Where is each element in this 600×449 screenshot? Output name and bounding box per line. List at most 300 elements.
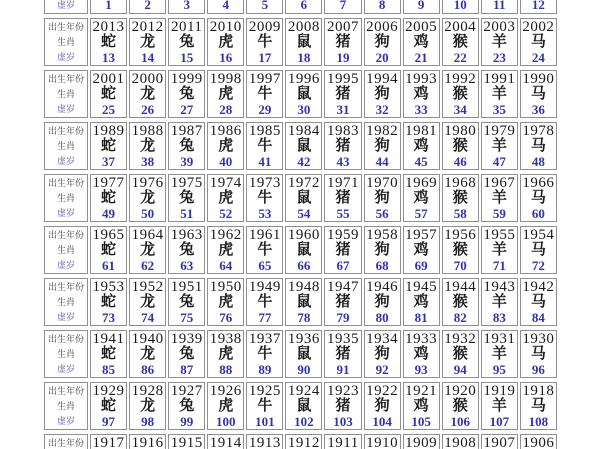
- year-value: 2011: [170, 19, 203, 35]
- block-cell: [442, 330, 479, 378]
- zodiac-value: 蛇: [101, 138, 117, 154]
- year-value: 1929: [92, 383, 125, 399]
- year-value: 1993: [405, 71, 438, 87]
- block-cell: [520, 330, 557, 378]
- year-value: 1991: [483, 71, 516, 87]
- year-value: 1992: [444, 71, 477, 87]
- year-value: 1942: [522, 279, 555, 295]
- year-value: 1987: [170, 123, 203, 139]
- age-value: 96: [531, 362, 545, 377]
- year-value: 2002: [522, 19, 555, 35]
- year-value: 1960: [287, 227, 320, 243]
- age-value: 36: [531, 102, 545, 117]
- zodiac-row-label: 生肖: [56, 193, 75, 203]
- age-value: 13: [102, 50, 116, 65]
- age-row-label: 虚岁: [56, 156, 75, 166]
- year-value: 1941: [92, 331, 125, 347]
- year-value: 1926: [209, 383, 242, 399]
- zodiac-value: 狗: [374, 34, 390, 50]
- year-row-label-cell: [44, 434, 88, 449]
- age-value: 105: [411, 414, 431, 429]
- age-cell: [285, 0, 322, 14]
- age-row-label: 虚岁: [56, 52, 75, 62]
- age-value: 62: [141, 258, 155, 273]
- age-value: 106: [450, 414, 470, 429]
- age-value: 87: [180, 362, 194, 377]
- age-value: 64: [219, 258, 233, 273]
- zodiac-value: 猴: [452, 294, 468, 310]
- year-value: 2009: [248, 19, 281, 35]
- age-value: 74: [141, 310, 155, 325]
- year-value: 1967: [483, 175, 516, 191]
- year-row-label: 出生年份: [47, 230, 84, 240]
- block-cell: [207, 70, 244, 118]
- year-value: 1973: [248, 175, 281, 191]
- zodiac-value: 猪: [335, 398, 351, 414]
- row-labels-cell: [44, 278, 88, 326]
- year-value: 1920: [444, 383, 477, 399]
- age-value: 67: [336, 258, 350, 273]
- age-value: 1: [105, 0, 112, 12]
- age-value: 79: [336, 310, 350, 325]
- year-cell: [403, 434, 440, 449]
- block-cell: [403, 122, 440, 170]
- block-cell: [285, 226, 322, 274]
- zodiac-value: 猴: [452, 398, 468, 414]
- age-value: 25: [102, 102, 116, 117]
- age-value: 77: [258, 310, 272, 325]
- block-cell: [207, 382, 244, 430]
- zodiac-value: 龙: [140, 294, 156, 310]
- age-value: 108: [528, 414, 549, 429]
- age-value: 23: [492, 50, 506, 65]
- zodiac-value: 鼠: [296, 86, 312, 102]
- age-cell: [168, 0, 205, 14]
- zodiac-value: 兔: [179, 346, 195, 362]
- age-value: 65: [258, 258, 272, 273]
- block-cell: [324, 226, 361, 274]
- block-cell: [481, 330, 518, 378]
- zodiac-block-4-row: [44, 174, 557, 222]
- year-value: 2003: [483, 19, 516, 35]
- zodiac-value: 鸡: [413, 190, 429, 206]
- block-cell: [90, 18, 127, 66]
- year-value: 1923: [327, 383, 359, 399]
- block-cell: [129, 278, 166, 326]
- age-value: 61: [102, 258, 116, 273]
- year-value: 1952: [131, 279, 164, 295]
- block-cell: [168, 122, 205, 170]
- age-value: 40: [219, 154, 233, 169]
- zodiac-value: 狗: [374, 346, 390, 362]
- zodiac-block-7-row: [44, 330, 557, 378]
- block-cell: [129, 70, 166, 118]
- age-value: 73: [102, 310, 116, 325]
- zodiac-value: 龙: [140, 398, 156, 414]
- zodiac-value: 羊: [491, 190, 507, 206]
- year-value: 1919: [483, 383, 516, 399]
- row-labels-cell: [44, 226, 88, 274]
- block-cell: [403, 330, 440, 378]
- zodiac-value: 虎: [218, 190, 234, 206]
- zodiac-value: 牛: [257, 398, 273, 414]
- age-value: 32: [375, 102, 389, 117]
- block-cell: [324, 330, 361, 378]
- zodiac-value: 猴: [452, 190, 468, 206]
- zodiac-block-2-row: [44, 70, 557, 118]
- zodiac-value: 鸡: [413, 86, 429, 102]
- block-cell: [403, 174, 440, 222]
- year-value: 1940: [131, 331, 164, 347]
- zodiac-value: 鼠: [296, 398, 312, 414]
- zodiac-value: 猪: [335, 86, 351, 102]
- zodiac-value: 猴: [452, 34, 468, 50]
- year-value: 1981: [405, 123, 438, 139]
- block-cell: [481, 278, 518, 326]
- year-value: 1928: [131, 383, 164, 399]
- block-cell: [129, 330, 166, 378]
- year-value: 1999: [170, 71, 203, 87]
- age-value: 4: [222, 0, 230, 12]
- age-value: 2: [144, 0, 151, 12]
- zodiac-value: 马: [530, 34, 546, 50]
- zodiac-value: 鸡: [413, 138, 429, 154]
- year-value: 1961: [248, 227, 281, 243]
- zodiac-value: 兔: [179, 190, 195, 206]
- block-cell: [364, 382, 401, 430]
- block-cell: [285, 122, 322, 170]
- year-value: 1972: [287, 175, 320, 191]
- year-value: 1943: [483, 279, 516, 295]
- age-cell: [207, 0, 244, 14]
- zodiac-value: 牛: [257, 346, 273, 362]
- year-value: 1971: [327, 175, 359, 191]
- block-cell: [207, 330, 244, 378]
- row-labels-cell: [44, 382, 88, 430]
- age-cell: [403, 0, 440, 14]
- zodiac-value: 猪: [335, 34, 351, 50]
- year-value: 1980: [444, 123, 477, 139]
- age-value: 101: [255, 414, 275, 429]
- zodiac-block-5: [42, 224, 559, 276]
- year-row-label: 出生年份: [47, 334, 84, 344]
- age-value: 104: [372, 414, 392, 429]
- zodiac-row-label: 生肖: [56, 401, 75, 411]
- zodiac-value: 羊: [491, 138, 507, 154]
- zodiac-value: 牛: [257, 34, 273, 50]
- zodiac-block-8-row: [44, 382, 557, 430]
- age-value: 82: [453, 310, 467, 325]
- year-value: 1917: [92, 435, 125, 449]
- year-value: 1913: [248, 435, 281, 449]
- year-value: 1935: [327, 331, 359, 347]
- year-value: 1945: [405, 279, 438, 295]
- zodiac-value: 兔: [179, 294, 195, 310]
- year-value: 1937: [248, 331, 281, 347]
- block-cell: [481, 382, 518, 430]
- zodiac-value: 马: [530, 294, 546, 310]
- year-value: 1989: [92, 123, 125, 139]
- year-value: 2000: [131, 71, 164, 87]
- zodiac-value: 龙: [140, 34, 156, 50]
- zodiac-value: 猪: [335, 242, 351, 258]
- age-value: 16: [219, 50, 233, 65]
- age-value: 28: [219, 102, 233, 117]
- age-value: 14: [141, 50, 155, 65]
- block-cell: [285, 278, 322, 326]
- zodiac-block-2: [42, 68, 559, 120]
- age-row-label: 虚岁: [56, 0, 75, 10]
- age-value: 84: [531, 310, 545, 325]
- zodiac-row-label: 生肖: [56, 349, 75, 359]
- zodiac-value: 虎: [218, 86, 234, 102]
- age-value: 95: [492, 362, 506, 377]
- year-value: 2005: [405, 19, 438, 35]
- zodiac-value: 鼠: [296, 190, 312, 206]
- zodiac-value: 鼠: [296, 34, 312, 50]
- zodiac-block-3: [42, 120, 559, 172]
- age-value: 63: [180, 258, 194, 273]
- block-cell: [90, 226, 127, 274]
- zodiac-value: 鸡: [413, 294, 429, 310]
- age-value: 54: [297, 206, 311, 221]
- year-value: 1964: [131, 227, 164, 243]
- block-cell: [90, 382, 127, 430]
- zodiac-value: 蛇: [101, 190, 117, 206]
- zodiac-value: 牛: [257, 190, 273, 206]
- age-value: 38: [141, 154, 155, 169]
- block-cell: [207, 18, 244, 66]
- zodiac-value: 鼠: [296, 242, 312, 258]
- year-value: 1912: [287, 435, 320, 449]
- year-value: 1953: [92, 279, 125, 295]
- zodiac-value: 鸡: [413, 34, 429, 50]
- age-value: 76: [219, 310, 233, 325]
- age-value: 81: [414, 310, 428, 325]
- year-row-label: 出生年份: [47, 74, 84, 84]
- zodiac-value: 羊: [491, 242, 507, 258]
- block-cell: [129, 382, 166, 430]
- block-cell: [364, 278, 401, 326]
- zodiac-value: 龙: [140, 242, 156, 258]
- zodiac-value: 蛇: [101, 346, 117, 362]
- block-cell: [364, 174, 401, 222]
- age-value: 9: [417, 0, 425, 12]
- year-value: 1976: [131, 175, 164, 191]
- year-value: 1995: [327, 71, 359, 87]
- zodiac-value: 狗: [374, 190, 390, 206]
- block-cell: [90, 278, 127, 326]
- block-cell: [129, 174, 166, 222]
- year-value: 1933: [405, 331, 438, 347]
- block-cell: [481, 122, 518, 170]
- year-row-label: 出生年份: [47, 178, 84, 188]
- year-cell: [520, 434, 557, 449]
- year-value: 1997: [248, 71, 281, 87]
- block-cell: [324, 174, 361, 222]
- year-value: 1936: [287, 331, 320, 347]
- block-cell: [168, 382, 205, 430]
- year-value: 1970: [366, 175, 399, 191]
- block-cell: [168, 18, 205, 66]
- year-value: 1986: [209, 123, 242, 139]
- zodiac-value: 虎: [218, 294, 234, 310]
- age-row-label-cell: [44, 0, 88, 14]
- age-value: 92: [375, 362, 389, 377]
- age-value: 94: [453, 362, 467, 377]
- year-value: 1914: [209, 435, 242, 449]
- age-value: 89: [258, 362, 272, 377]
- zodiac-value: 虎: [218, 398, 234, 414]
- age-value: 49: [102, 206, 116, 221]
- age-value: 83: [492, 310, 506, 325]
- age-value: 103: [333, 414, 353, 429]
- zodiac-value: 牛: [257, 138, 273, 154]
- zodiac-value: 羊: [491, 398, 507, 414]
- block-cell: [481, 70, 518, 118]
- age-value: 55: [336, 206, 350, 221]
- age-value: 75: [180, 310, 194, 325]
- year-value: 1988: [131, 123, 164, 139]
- zodiac-value: 马: [530, 346, 546, 362]
- year-value: 1998: [209, 71, 242, 87]
- block-cell: [246, 278, 283, 326]
- year-value: 2007: [327, 19, 359, 35]
- zodiac-value: 猴: [452, 86, 468, 102]
- year-value: 1925: [248, 383, 281, 399]
- age-value: 47: [492, 154, 506, 169]
- block-cell: [207, 174, 244, 222]
- zodiac-value: 虎: [218, 242, 234, 258]
- year-value: 1946: [366, 279, 399, 295]
- block-cell: [520, 278, 557, 326]
- block-cell: [364, 18, 401, 66]
- zodiac-value: 兔: [179, 34, 195, 50]
- year-value: 1910: [366, 435, 399, 449]
- zodiac-value: 兔: [179, 138, 195, 154]
- age-cell: [129, 0, 166, 14]
- zodiac-value: 羊: [491, 346, 507, 362]
- block-cell: [442, 174, 479, 222]
- age-value: 97: [102, 414, 116, 429]
- block-cell: [168, 278, 205, 326]
- age-row-label: 虚岁: [56, 312, 75, 322]
- age-value: 39: [180, 154, 194, 169]
- block-cell: [403, 18, 440, 66]
- year-value: 1969: [405, 175, 438, 191]
- row-labels-cell: [44, 122, 88, 170]
- age-value: 60: [531, 206, 545, 221]
- zodiac-row-label: 生肖: [56, 37, 75, 47]
- block-cell: [246, 70, 283, 118]
- age-row-label: 虚岁: [56, 208, 75, 218]
- zodiac-value: 龙: [140, 86, 156, 102]
- year-value: 1982: [366, 123, 399, 139]
- age-row-label: 虚岁: [56, 104, 75, 114]
- zodiac-value: 鸡: [413, 242, 429, 258]
- zodiac-row-label: 生肖: [56, 297, 75, 307]
- zodiac-value: 马: [530, 398, 546, 414]
- year-cell: [324, 434, 361, 449]
- block-cell: [168, 174, 205, 222]
- year-value: 1963: [170, 227, 203, 243]
- zodiac-value: 蛇: [101, 294, 117, 310]
- age-row-label: 虚岁: [56, 260, 75, 270]
- age-value: 12: [531, 0, 545, 12]
- zodiac-value: 虎: [218, 346, 234, 362]
- year-value: 1990: [522, 71, 555, 87]
- block-cell: [285, 70, 322, 118]
- age-value: 11: [493, 0, 506, 12]
- zodiac-age-table: [42, 0, 559, 449]
- age-value: 18: [297, 50, 311, 65]
- block-cell: [442, 226, 479, 274]
- age-cell: [324, 0, 361, 14]
- age-value: 66: [297, 258, 311, 273]
- year-value: 1959: [327, 227, 359, 243]
- zodiac-block-6-row: [44, 278, 557, 326]
- age-value: 80: [375, 310, 389, 325]
- zodiac-value: 兔: [179, 242, 195, 258]
- year-cell: [442, 434, 479, 449]
- age-cell: [246, 0, 283, 14]
- block-cell: [129, 122, 166, 170]
- block-cell: [324, 18, 361, 66]
- row-labels-cell: [44, 70, 88, 118]
- year-value: 1918: [522, 383, 555, 399]
- block-cell: [442, 382, 479, 430]
- year-value: 1956: [444, 227, 477, 243]
- block-cell: [285, 382, 322, 430]
- age-value: 48: [531, 154, 545, 169]
- zodiac-row-label: 生肖: [56, 89, 75, 99]
- zodiac-row-label: 生肖: [56, 245, 75, 255]
- year-value: 1932: [444, 331, 477, 347]
- year-value: 2008: [287, 19, 320, 35]
- year-value: 2013: [92, 19, 125, 35]
- block-cell: [403, 382, 440, 430]
- bottom-partial-year-row-row: [44, 434, 557, 449]
- year-value: 1930: [522, 331, 555, 347]
- year-cell: [90, 434, 127, 449]
- zodiac-value: 虎: [218, 34, 234, 50]
- age-value: 85: [102, 362, 116, 377]
- age-value: 37: [102, 154, 116, 169]
- block-cell: [285, 330, 322, 378]
- age-value: 58: [453, 206, 467, 221]
- age-value: 34: [453, 102, 467, 117]
- block-cell: [520, 174, 557, 222]
- zodiac-value: 猪: [335, 138, 351, 154]
- year-value: 1939: [170, 331, 203, 347]
- age-value: 99: [180, 414, 194, 429]
- age-value: 27: [180, 102, 194, 117]
- year-value: 1996: [287, 71, 320, 87]
- zodiac-value: 牛: [257, 294, 273, 310]
- year-value: 1968: [444, 175, 477, 191]
- block-cell: [520, 18, 557, 66]
- block-cell: [129, 226, 166, 274]
- age-value: 20: [375, 50, 389, 65]
- zodiac-value: 鼠: [296, 346, 312, 362]
- block-cell: [403, 226, 440, 274]
- block-cell: [442, 278, 479, 326]
- age-value: 44: [375, 154, 389, 169]
- year-value: 1915: [170, 435, 203, 449]
- year-value: 2004: [444, 19, 477, 35]
- age-value: 35: [492, 102, 506, 117]
- year-value: 1947: [327, 279, 359, 295]
